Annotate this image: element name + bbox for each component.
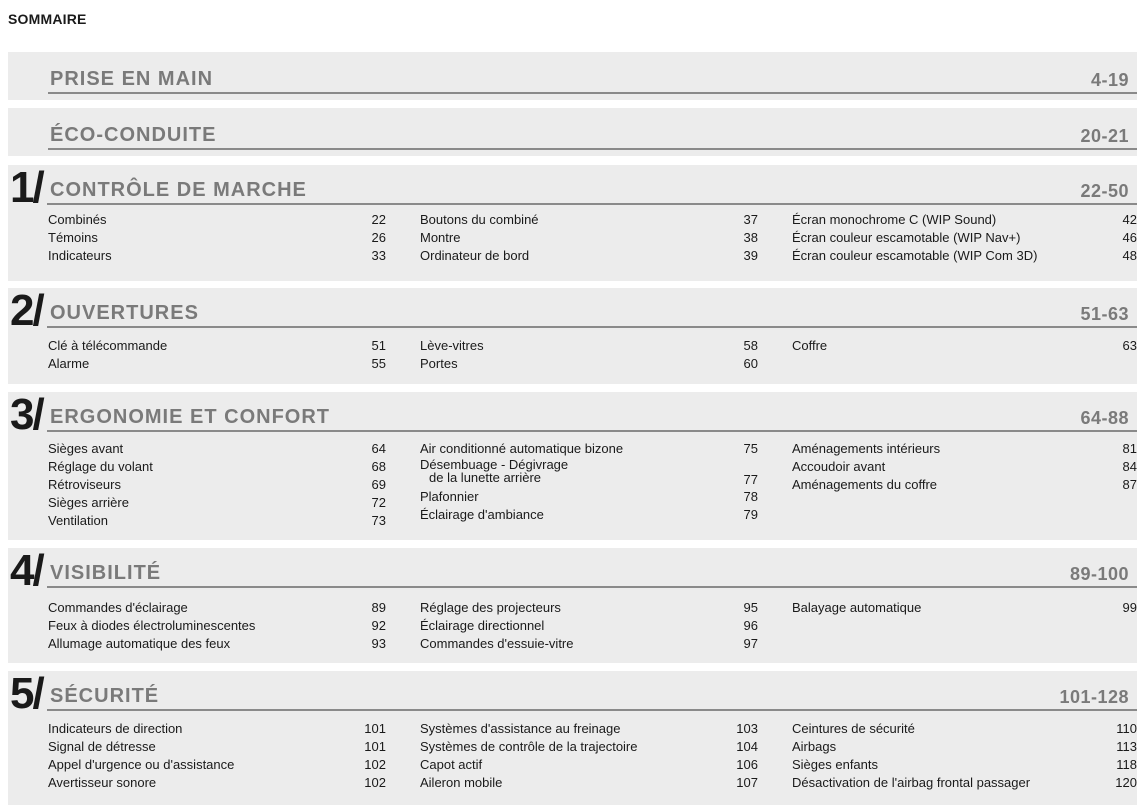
toc-entry-page: 96 [743, 618, 758, 633]
toc-entry-label: Clé à télécommande [48, 338, 168, 353]
toc-entry[interactable] [420, 720, 758, 738]
toc-entry-page: 78 [743, 489, 758, 504]
section-title[interactable]: CONTRÔLE DE MARCHE [50, 179, 307, 201]
toc-entry-page: 58 [743, 338, 758, 353]
toc-entry-page: 26 [371, 230, 386, 245]
toc-entry-page: 107 [736, 775, 758, 790]
toc-entry-label: Indicateurs [48, 248, 112, 263]
toc-column [792, 211, 1137, 265]
toc-section [8, 548, 1137, 663]
toc-entry-label: Réglage des projecteurs [420, 600, 561, 615]
toc-entry-page: 103 [736, 721, 758, 736]
toc-entry[interactable] [48, 476, 386, 494]
toc-entry-page: 38 [743, 230, 758, 245]
section-title[interactable]: ERGONOMIE ET CONFORT [50, 406, 330, 428]
toc-entry[interactable] [48, 494, 386, 512]
toc-entry[interactable] [792, 211, 1137, 229]
toc-entry-page: 113 [1116, 739, 1137, 754]
toc-entry-label: Sièges enfants [792, 757, 879, 772]
toc-column [420, 211, 758, 265]
toc-column [792, 599, 1137, 617]
toc-entry[interactable] [48, 337, 386, 355]
toc-entry-label: Coffre [792, 338, 828, 353]
toc-column [48, 337, 386, 373]
section-title[interactable]: SÉCURITÉ [50, 685, 160, 707]
toc-entry[interactable] [792, 756, 1137, 774]
toc-entry[interactable] [48, 458, 386, 476]
toc-section [8, 392, 1137, 540]
toc-entry[interactable] [48, 635, 386, 653]
toc-entry[interactable] [48, 738, 386, 756]
toc-entry-page: 101 [364, 739, 386, 754]
toc-entry[interactable] [420, 337, 758, 355]
toc-entry-label: Boutons du combiné [420, 212, 539, 227]
toc-entry-label: Sièges avant [48, 441, 124, 456]
toc-entry-page: 89 [371, 600, 386, 615]
section-title[interactable]: ÉCO-CONDUITE [50, 124, 217, 146]
toc-entry-label: Ventilation [48, 513, 108, 528]
toc-entry-page: 93 [371, 636, 386, 651]
toc-entry[interactable] [792, 247, 1137, 265]
toc-entry-label: Feux à diodes électroluminescentes [48, 618, 256, 633]
section-page-range: 4-19 [1090, 70, 1129, 90]
toc-entry-label: Combinés [48, 212, 107, 227]
toc-entry-page: 37 [743, 212, 758, 227]
toc-entry[interactable] [48, 211, 386, 229]
toc-entry-label: Aménagements du coffre [792, 477, 938, 492]
section-number: 3/ [10, 390, 43, 439]
toc-entry-page: 64 [371, 441, 386, 456]
toc-section [8, 52, 1137, 100]
toc-entry-page: 42 [1122, 212, 1137, 227]
toc-entry-label: Commandes d'essuie-vitre [420, 636, 574, 651]
toc-entry[interactable] [792, 440, 1137, 458]
toc-entry-label: Avertisseur sonore [48, 775, 157, 790]
toc-entry[interactable] [48, 599, 386, 617]
toc-section [8, 671, 1137, 805]
toc-entry-page: 102 [364, 775, 386, 790]
toc-entry[interactable] [792, 229, 1137, 247]
toc-entry[interactable] [792, 458, 1137, 476]
toc-entry[interactable] [48, 355, 386, 373]
toc-entry-label: Aileron mobile [420, 775, 503, 790]
toc-entry-label: Ceintures de sécurité [792, 721, 915, 736]
toc-entry-label: Écran monochrome C (WIP Sound) [792, 212, 997, 227]
toc-column [48, 599, 386, 653]
toc-entry-label: Indicateurs de direction [48, 721, 183, 736]
section-divider [48, 92, 1137, 94]
toc-entry-label: Rétroviseurs [48, 477, 121, 492]
toc-entry-label: Éclairage directionnel [420, 618, 545, 633]
toc-entry[interactable] [48, 617, 386, 635]
toc-entry-label: Portes [420, 356, 458, 371]
toc-column [792, 720, 1137, 792]
toc-entry[interactable] [420, 458, 758, 488]
toc-entry-page: 92 [371, 618, 386, 633]
toc-column [420, 440, 758, 524]
toc-entry-label: Alarme [48, 356, 90, 371]
toc-entry[interactable] [792, 337, 1137, 355]
toc-entry-label: Ordinateur de bord [420, 248, 530, 263]
toc-entry-label: Commandes d'éclairage [48, 600, 188, 615]
section-page-range: 20-21 [1080, 126, 1129, 146]
toc-entry-page: 77 [743, 472, 758, 487]
section-page-range: 101-128 [1059, 687, 1129, 707]
toc-entry-page: 75 [743, 441, 758, 456]
section-number: 2/ [10, 286, 43, 335]
toc-entry[interactable] [48, 774, 386, 792]
toc-section [8, 165, 1137, 281]
toc-entry[interactable] [48, 720, 386, 738]
toc-entry-page: 104 [736, 739, 758, 754]
toc-entry-page: 46 [1122, 230, 1137, 245]
toc-entry-label: Aménagements intérieurs [792, 441, 941, 456]
toc-entry[interactable] [420, 355, 758, 373]
toc-entry-page: 95 [743, 600, 758, 615]
toc-entry-page: 101 [364, 721, 386, 736]
toc-entry-page: 81 [1122, 441, 1137, 456]
toc-entry-label: Systèmes de contrôle de la trajectoire [420, 739, 638, 754]
section-divider [47, 586, 1137, 588]
toc-entry-label: Écran couleur escamotable (WIP Com 3D) [792, 248, 1038, 263]
section-number: 4/ [10, 546, 43, 595]
toc-entry-page: 48 [1122, 248, 1137, 263]
section-divider [47, 430, 1137, 432]
toc-entry-page: 39 [743, 248, 758, 263]
toc-entry-label: Airbags [792, 739, 837, 754]
toc-entry-page: 99 [1122, 600, 1137, 615]
section-page-range: 22-50 [1080, 181, 1129, 201]
toc-entry-page: 73 [371, 513, 386, 528]
toc-entry[interactable] [420, 506, 758, 524]
toc-entry-page: 110 [1116, 721, 1137, 736]
section-divider [47, 326, 1137, 328]
toc-entry-label: Accoudoir avant [792, 459, 886, 474]
toc-entry[interactable] [420, 440, 758, 458]
toc-entry-label: Sièges arrière [48, 495, 129, 510]
toc-entry-label: Plafonnier [420, 489, 479, 504]
toc-column [48, 720, 386, 792]
page-title: SOMMAIRE [8, 11, 87, 27]
toc-section [8, 108, 1137, 156]
toc-entry-label: Écran couleur escamotable (WIP Nav+) [792, 230, 1021, 245]
toc-entry[interactable] [420, 229, 758, 247]
section-page-range: 51-63 [1080, 304, 1129, 324]
toc-entry[interactable] [48, 512, 386, 530]
toc-entry-page: 72 [371, 495, 386, 510]
toc-entry-page: 68 [371, 459, 386, 474]
toc-section [8, 288, 1137, 384]
section-header[interactable] [8, 669, 1137, 718]
section-divider [47, 709, 1137, 711]
toc-entry[interactable] [420, 211, 758, 229]
toc-column [792, 337, 1137, 355]
section-header[interactable] [8, 546, 1137, 595]
toc-entry-label: Allumage automatique des feux [48, 636, 231, 651]
toc-entry-page: 120 [1115, 775, 1137, 790]
toc-entry[interactable] [792, 738, 1137, 756]
section-header[interactable] [8, 286, 1137, 335]
toc-entry[interactable] [420, 488, 758, 506]
toc-entry-page: 33 [371, 248, 386, 263]
toc-entry-label: Capot actif [420, 757, 483, 772]
toc-entry-page: 106 [736, 757, 758, 772]
toc-column [420, 337, 758, 373]
toc-entry-label: Montre [420, 230, 461, 245]
section-header[interactable] [8, 54, 1137, 94]
toc-entry[interactable] [48, 247, 386, 265]
toc-entry-page: 118 [1116, 757, 1137, 772]
section-header[interactable] [8, 390, 1137, 439]
toc-entry-page: 87 [1122, 477, 1137, 492]
toc-entry[interactable] [420, 247, 758, 265]
section-page-range: 64-88 [1080, 408, 1129, 428]
toc-entry-label: Témoins [48, 230, 98, 245]
toc-entry[interactable] [48, 229, 386, 247]
toc-entry-page: 102 [364, 757, 386, 772]
toc-entry[interactable] [420, 738, 758, 756]
toc-entry-label: Systèmes d'assistance au freinage [420, 721, 621, 736]
toc-entry-page: 97 [743, 636, 758, 651]
toc-entry-page: 51 [371, 338, 386, 353]
toc-column [792, 440, 1137, 494]
section-title[interactable]: OUVERTURES [50, 302, 199, 324]
section-number: 5/ [10, 669, 43, 718]
toc-entry[interactable] [420, 635, 758, 653]
section-title[interactable]: PRISE EN MAIN [50, 68, 214, 90]
section-title[interactable]: VISIBILITÉ [50, 562, 162, 584]
toc-entry[interactable] [48, 440, 386, 458]
toc-entry[interactable] [420, 756, 758, 774]
toc-entry-page: 79 [743, 507, 758, 522]
toc-entry-label: Éclairage d'ambiance [420, 507, 544, 522]
toc-entry[interactable] [792, 774, 1137, 792]
toc-entry-label: Désactivation de l'airbag frontal passager [792, 775, 1031, 790]
toc-column [420, 599, 758, 653]
section-divider [48, 148, 1137, 150]
toc-entry-page: 63 [1122, 338, 1137, 353]
toc-entry-page: 84 [1122, 459, 1137, 474]
toc-column [48, 211, 386, 265]
toc-entry-label: Appel d'urgence ou d'assistance [48, 757, 235, 772]
toc-entry[interactable] [792, 720, 1137, 738]
toc-entry-label: Balayage automatique [792, 600, 922, 615]
toc-column [420, 720, 758, 792]
toc-entry-label: Air conditionné automatique bizone [420, 441, 624, 456]
section-divider [47, 203, 1137, 205]
toc-entry[interactable] [420, 617, 758, 635]
toc-entry-page: 55 [371, 356, 386, 371]
toc-entry-sublabel: de la lunette arrière [429, 470, 542, 485]
toc-entry[interactable] [48, 756, 386, 774]
toc-entry[interactable] [792, 476, 1137, 494]
section-header[interactable] [8, 163, 1137, 212]
toc-entry-label: Réglage du volant [48, 459, 153, 474]
toc-entry-label: Signal de détresse [48, 739, 156, 754]
toc-entry-label: Désembuage - Dégivrage [420, 457, 569, 472]
toc-entry-page: 69 [371, 477, 386, 492]
toc-entry[interactable] [792, 599, 1137, 617]
toc-entry-label: Lève-vitres [420, 338, 484, 353]
toc-entry-page: 60 [743, 356, 758, 371]
section-header[interactable] [8, 110, 1137, 150]
section-number: 1/ [10, 163, 43, 212]
toc-entry-page: 22 [371, 212, 386, 227]
toc-column [48, 440, 386, 530]
section-page-range: 89-100 [1069, 564, 1129, 584]
toc-entry[interactable] [420, 774, 758, 792]
toc-entry[interactable] [420, 599, 758, 617]
